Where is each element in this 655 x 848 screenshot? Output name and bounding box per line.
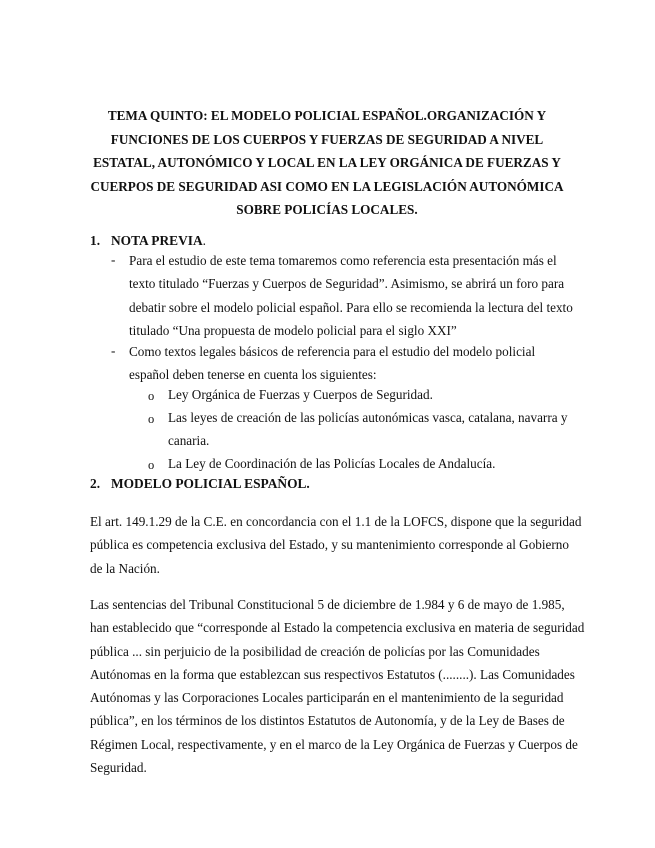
paragraph-line: pública”, en los términos de los distintos Estatutos de Autonomía, y de la Ley de Bases de: [90, 713, 565, 729]
section-1-heading: [90, 233, 206, 249]
paragraph-line: han establecido que “corresponde al Estado la competencia exclusiva en materia de seguridad: [90, 620, 585, 636]
paragraph-line: Régimen Local, respectivamente, y en el marco de la Ley Orgánica de Fuerzas y Cuerpos de: [90, 736, 578, 752]
paragraph-line: de la Nación.: [90, 560, 160, 576]
list-item-line: español deben tenerse en cuenta los siguientes:: [129, 367, 377, 383]
document-title: [88, 104, 566, 222]
list-item-line: debatir sobre el modelo policial español. Para ello se recomienda la lectura del texto: [129, 299, 573, 315]
sub-list-item: [168, 452, 568, 475]
section-title: MODELO POLICIAL ESPAÑOL.: [111, 476, 310, 491]
list-item-line: Para el estudio de este tema tomaremos como referencia esta presentación más el: [129, 253, 557, 268]
list-item: [129, 340, 569, 387]
circle-bullet: o: [148, 412, 155, 426]
paragraph-line: Autónomas en la forma que establezcan sus respectivos Estatutos (........). Las Comunidades: [90, 666, 575, 682]
paragraph-line: pública es competencia exclusiva del Estado, y su mantenimiento corresponde al Gobierno: [90, 537, 569, 553]
section-title: NOTA PREVIA: [111, 233, 203, 248]
circle-bullet: o: [148, 458, 155, 472]
paragraph-line: Autónomas y las Corporaciones Locales participarán en el mantenimiento de la seguridad: [90, 690, 564, 706]
section-number: 1.: [90, 233, 101, 248]
sub-list-item: [168, 383, 568, 406]
sub-list-item: [168, 406, 568, 453]
section-title-suffix: .: [202, 233, 206, 248]
sub-list-item-line: canaria.: [168, 433, 210, 449]
paragraph: [90, 510, 582, 580]
sub-list-item-line: La Ley de Coordinación de las Policías Locales de Andalucía.: [168, 456, 496, 471]
title-line: TEMA QUINTO: EL MODELO POLICIAL ESPAÑOL.ORGANIZACIÓN Y: [107, 108, 547, 123]
paragraph-line: pública ... sin perjuicio de la posibilidad de creación de policías por las Comunidades: [90, 643, 540, 659]
sub-list-item-line: Las leyes de creación de las policías autonómicas vasca, catalana, navarra y: [168, 410, 568, 425]
list-item: [129, 249, 573, 342]
section-number: 2.: [90, 476, 101, 491]
title-line: SOBRE POLICÍAS LOCALES.: [236, 202, 418, 218]
title-line: FUNCIONES DE LOS CUERPOS Y FUERZAS DE SEGURIDAD A NIVEL: [110, 131, 544, 147]
list-item-line: Como textos legales básicos de referencia para el estudio del modelo policial: [129, 344, 536, 359]
paragraph: [90, 593, 585, 779]
title-line: ESTATAL, AUTONÓMICO Y LOCAL EN LA LEY ORGÁNICA DE FUERZAS Y: [93, 155, 561, 171]
paragraph-line: Las sentencias del Tribunal Constitucional 5 de diciembre de 1.984 y 6 de mayo de 1.985,: [90, 597, 565, 612]
sub-list-item-line: Ley Orgánica de Fuerzas y Cuerpos de Seguridad.: [168, 387, 433, 402]
title-line: CUERPOS DE SEGURIDAD ASI COMO EN LA LEGISLACIÓN AUTONÓMICA: [90, 178, 564, 194]
circle-bullet: o: [148, 389, 155, 403]
paragraph-line: Seguridad.: [90, 760, 147, 776]
list-item-line: titulado “Una propuesta de modelo policial para el siglo XXI”: [129, 322, 457, 338]
list-item-line: texto titulado “Fuerzas y Cuerpos de Seguridad”. Asimismo, se abrirá un foro para: [129, 276, 565, 292]
dash-bullet: -: [111, 252, 116, 267]
section-2-heading: [90, 476, 310, 492]
paragraph-line: El art. 149.1.29 de la C.E. en concordancia con el 1.1 de la LOFCS, dispone que la seguridad: [90, 514, 582, 529]
dash-bullet: -: [111, 343, 116, 358]
